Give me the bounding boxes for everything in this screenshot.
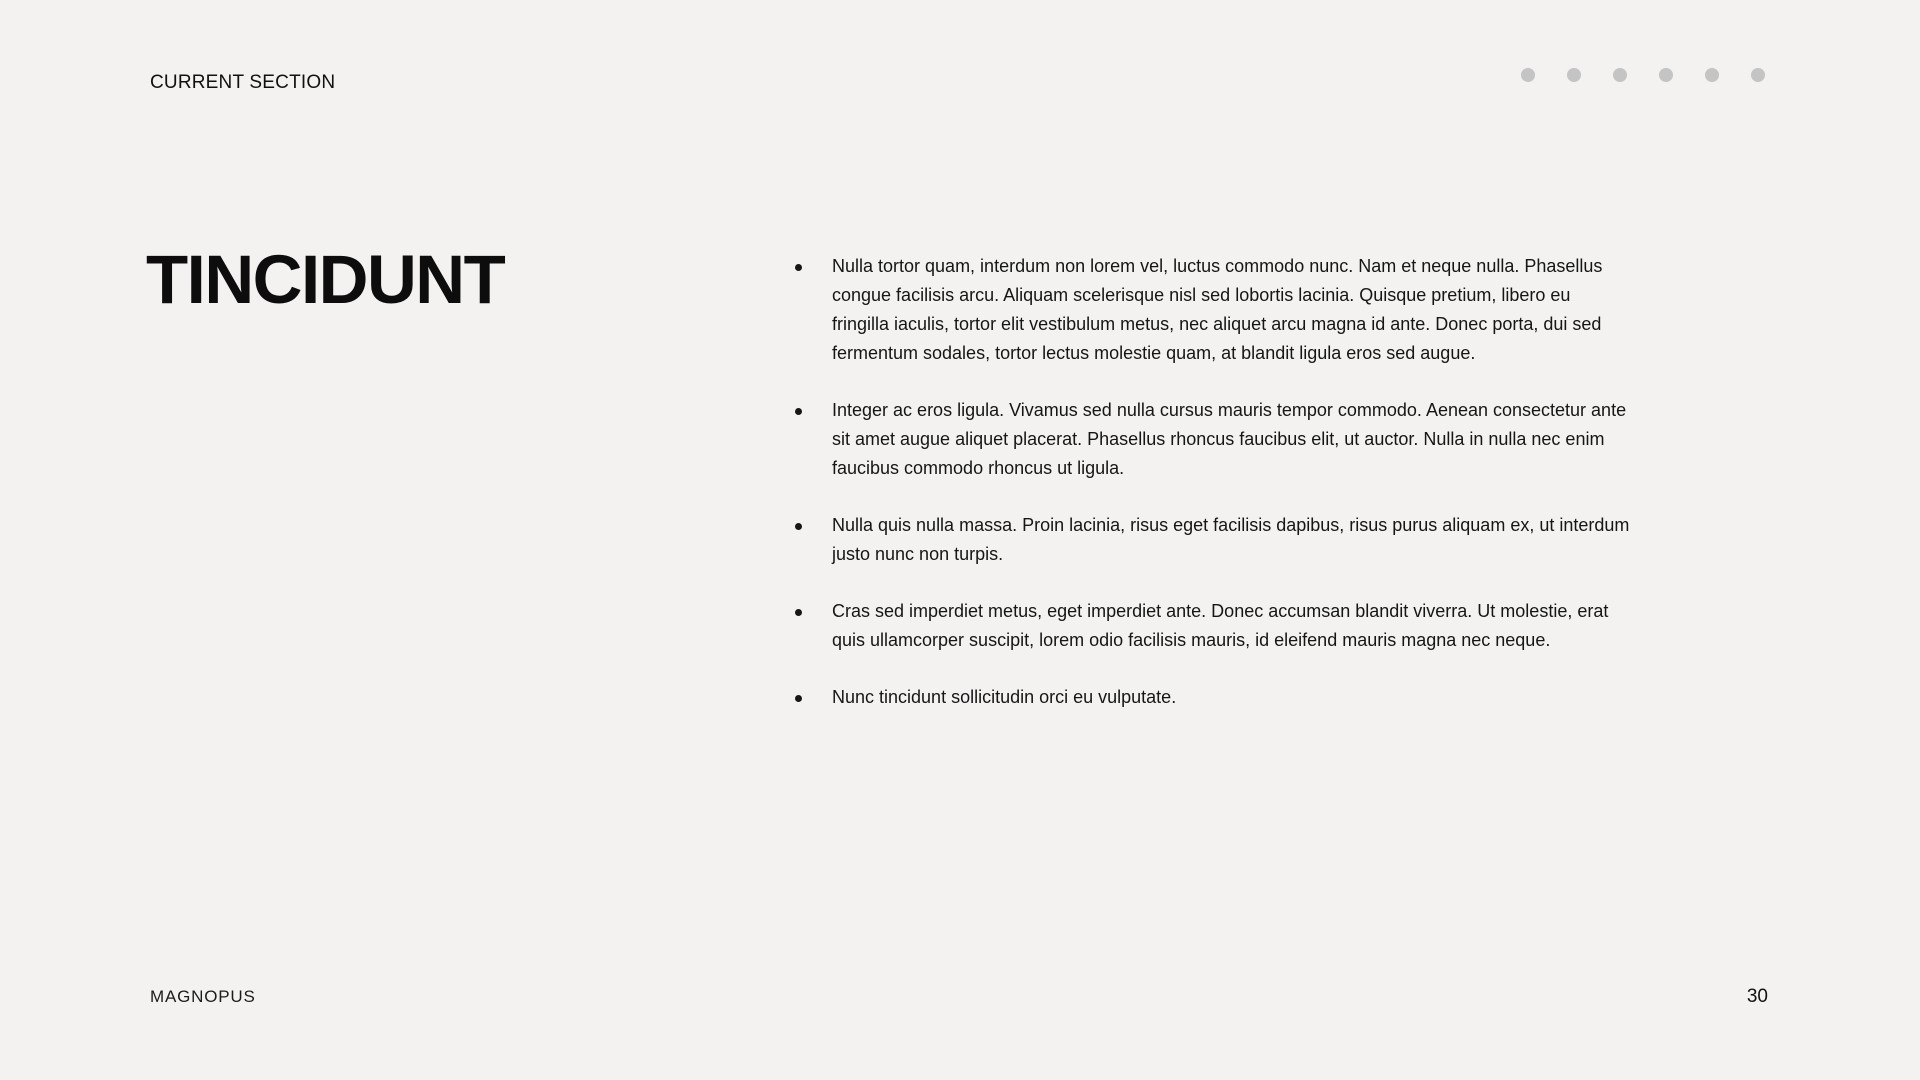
progress-dot-1[interactable] xyxy=(1521,68,1535,82)
current-section-label: CURRENT SECTION xyxy=(150,72,336,93)
progress-dot-3[interactable] xyxy=(1613,68,1627,82)
brand-logo-text: MAGNOPUS xyxy=(150,987,256,1006)
progress-dot-6[interactable] xyxy=(1751,68,1765,82)
page-number: 30 xyxy=(1746,986,1768,1007)
bullet-item-2: Integer ac eros ligula. Vivamus sed nulla cursus mauris tempor commodo. Aenean consectetur ante sit amet augue aliquet placerat. Phasellus rhoncus faucibus elit, ut auctor. Nulla in nulla nec enim faucibus commodo rhoncus ut ligula. xyxy=(832,396,1632,483)
bullet-item-1: Nulla tortor quam, interdum non lorem vel, luctus commodo nunc. Nam et neque nulla. Phasellus congue facilisis arcu. Aliquam scelerisque nisl sed lobortis lacinia. Quisque pretium, libero eu fringilla iaculis, tortor elit vestibulum metus, nec aliquet arcu magna id ante. Donec porta, dui sed fermentum sodales, tortor lectus molestie quam, at blandit ligula eros sed augue. xyxy=(832,252,1632,368)
bullet-list xyxy=(832,252,1632,740)
bullet-item-5: Nunc tincidunt sollicitudin orci eu vulputate. xyxy=(832,683,1632,712)
bullet-item-3: Nulla quis nulla massa. Proin lacinia, risus eget facilisis dapibus, risus purus aliquam ex, ut interdum justo nunc non turpis. xyxy=(832,511,1632,569)
progress-dot-5[interactable] xyxy=(1705,68,1719,82)
bullet-item-4: Cras sed imperdiet metus, eget imperdiet ante. Donec accumsan blandit viverra. Ut molestie, erat quis ullamcorper suscipit, lorem odio facilisis mauris, id eleifend mauris magna nec neque. xyxy=(832,597,1632,655)
progress-dots xyxy=(1521,68,1765,82)
progress-dot-2[interactable] xyxy=(1567,68,1581,82)
slide-title: TINCIDUNT xyxy=(146,241,505,318)
progress-dot-4[interactable] xyxy=(1659,68,1673,82)
